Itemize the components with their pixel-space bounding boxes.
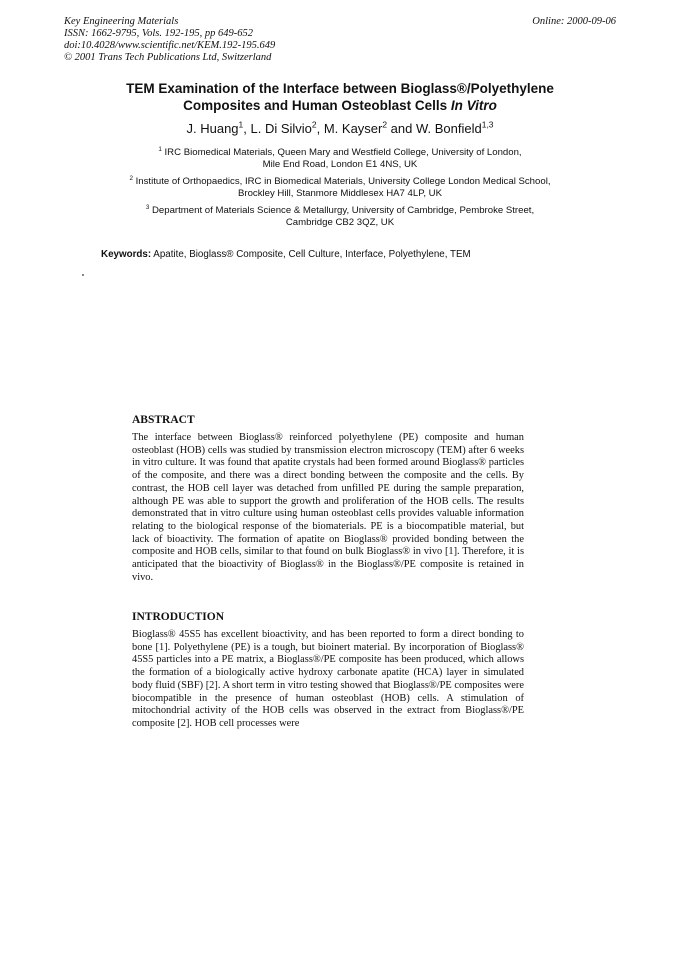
copyright-line: © 2001 Trans Tech Publications Ltd, Switzerland [64,52,272,63]
online-date: Online: 2000-09-06 [532,16,616,27]
issn-line: ISSN: 1662-9795, Vols. 192-195, pp 649-652 [64,28,253,39]
author: J. Huang$^1$, [186,119,251,136]
abstract-text: The interface between Bioglass® reinforced polyethylene (PE) composite and human osteoblast (HOB) cells was studied by transmission electron microscopy (TEM) after 6 weeks in vitro culture. It was found that apatite crystals had been formed around Bioglass® particles of the composite, and there was a direct bonding between the composite and the cells. By contrast, the HOB cell layer was detached from unfilled PE during the sample preparation, although PE was able to support the growth and proliferation of the HOB cells. The results demonstrated that in vitro culture using human osteoblast cells provides valuable information relating to the biological response of the biomaterials. PE is a biocompatible material, but lack of bioactivity. The formation of apatite on Bioglass® provided bonding between the composite and HOB cells, similar to that found on bulk Bioglass® in vivo [1]. Therefore, it is anticipated that the bioactivity of Bioglass® in the Bioglass®/PE composite is retained in vivo. [132,432,524,583]
journal-name: Key Engineering Materials [64,16,179,27]
author: M. Kayser$^2$ and [323,119,416,136]
title-in-vitro: In Vitro [450,98,497,113]
introduction-text: Bioglass® 45S5 has excellent bioactivity, and has been reported to form a direct bonding to bone [1]. Polyethylene (PE) is a tough, but bioinert material. By incorporation of Bioglass® 45S5 particles into a PE matrix, a Bioglass®/PE composite has been produced, which allows the formation of a biologically active hydroxy carbonate apatite (HCA) layer in simulated body fluid (SBF) [2]. A short term in vitro testing showed that Bioglass®/PE composites were biocompatible in the presence of human osteoblast (HOB) cells. A stimulation of mitochondrial activity of the HOB cells was observed in the extract from Bioglass®/PE composite [2]. HOB cell processes were [132,629,524,729]
introduction-heading: INTRODUCTION [132,611,225,623]
affiliation-3: $^3$ Department of Materials Science & Metallurgy, University of Cambridge, Pembroke Street, Cambridge CB2 3QZ, UK [145,203,535,228]
abstract-heading: ABSTRACT [132,414,195,426]
title-line-2-main: Composites and Human Osteoblast Cells [183,98,451,113]
affiliation-2: $^2$ Institute of Orthopaedics, IRC in Biomedical Materials, University College London Medical School, Brockley Hill, Stanmore Middlesex HA7 4LP, UK [129,174,551,199]
author: W. Bonfield$^{1,3}$ [415,119,494,136]
paper-title [90,80,590,114]
keywords [101,249,471,260]
title-line-2 [90,97,590,114]
doi-line: doi:10.4028/www.scientific.net/KEM.192-195.649 [64,40,276,51]
title-line-1: TEM Examination of the Interface between Bioglass®/Polyethylene [126,81,554,96]
affiliation-1: $^1$ IRC Biomedical Materials, Queen Mary and Westfield College, University of London, Mile End Road, London E1 4NS, UK [158,145,522,170]
author-list [90,121,590,136]
author: L. Di Silvio$^2$, [250,119,324,136]
speck [82,274,84,276]
journal-header [64,16,616,64]
keywords-text: Apatite, Bioglass® Composite, Cell Culture, Interface, Polyethylene, TEM [153,249,471,260]
keywords-label: Keywords: [101,249,152,260]
